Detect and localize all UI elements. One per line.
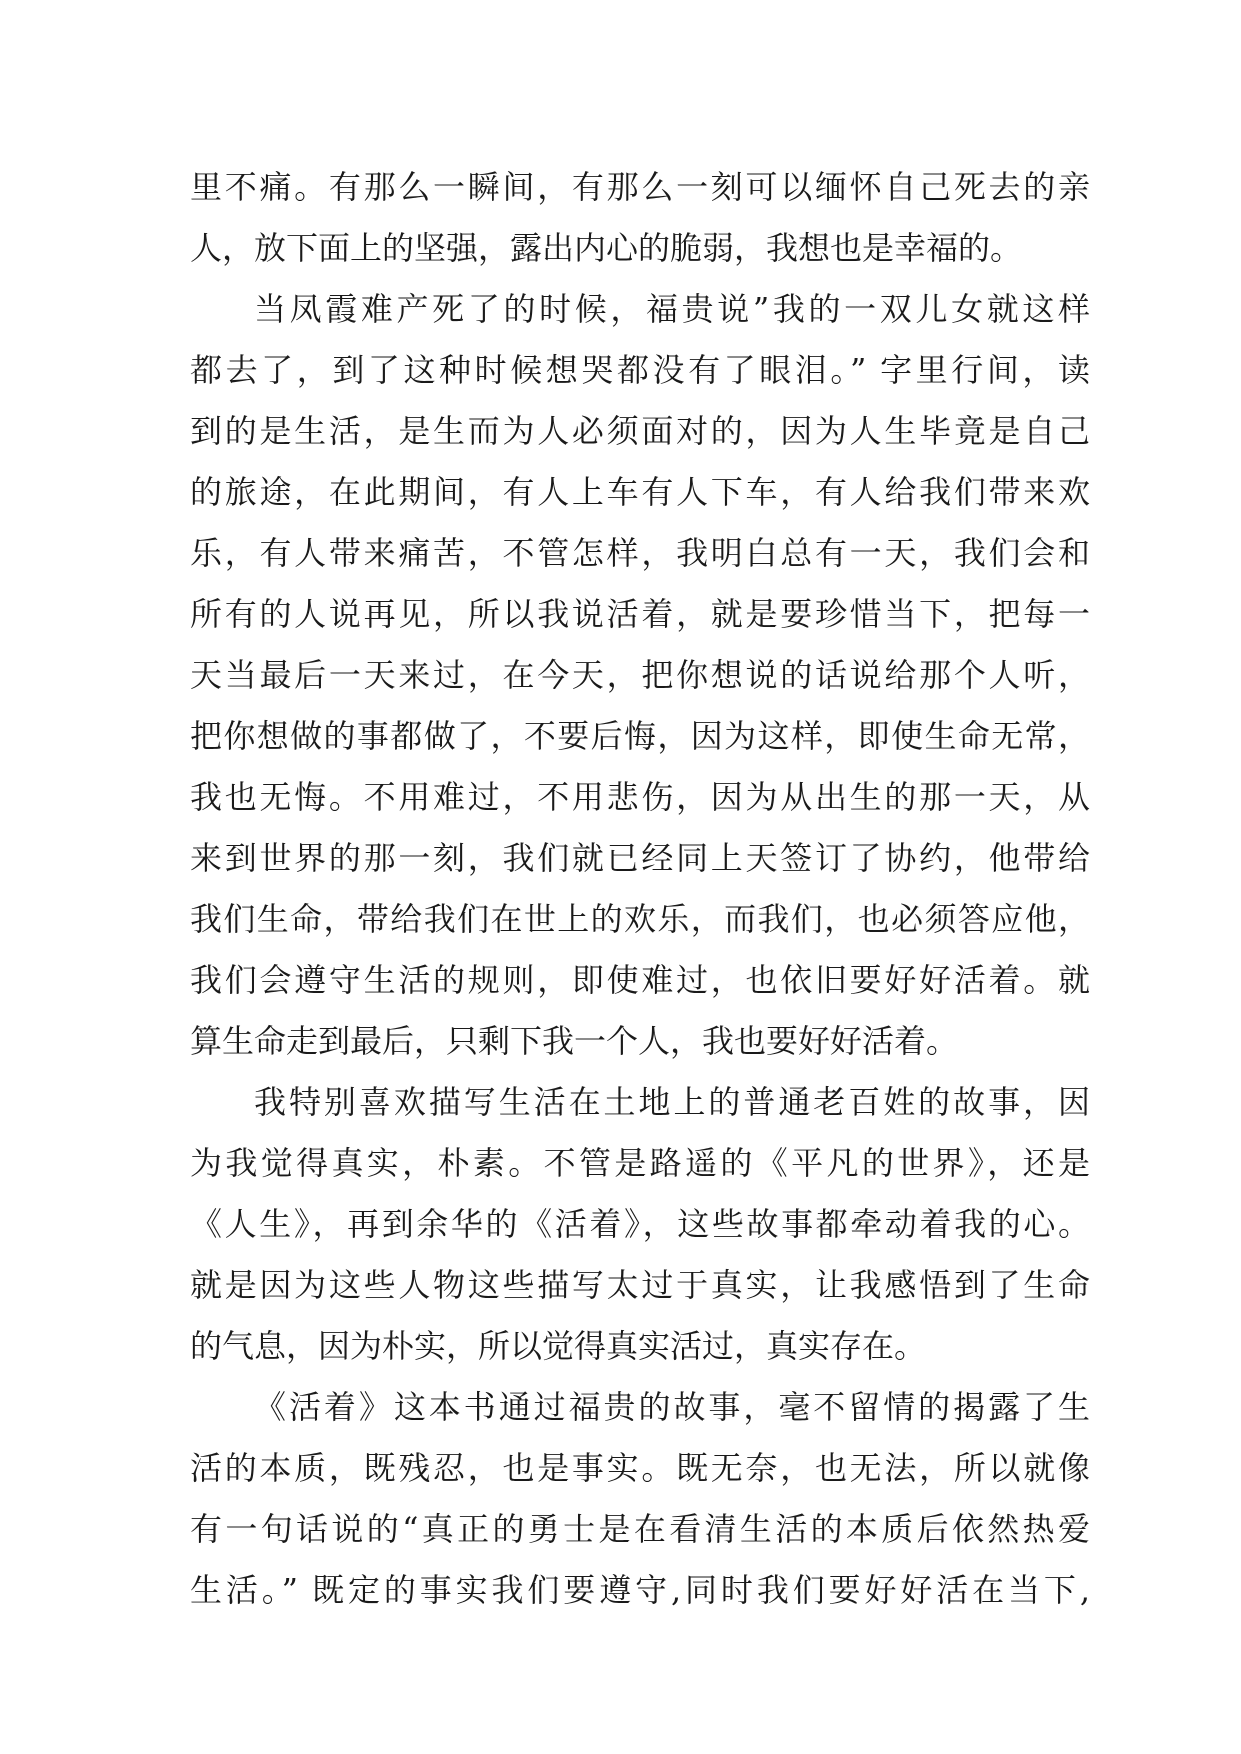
text-line: 有一句话说的“真正的勇士是在看清生活的本质后依然热爱 [190,1510,1090,1548]
text-line: 里不痛。有那么一瞬间，有那么一刻可以缅怀自己死去的亲 [190,168,1090,206]
paragraph-first-line: 我特别喜欢描写生活在土地上的普通老百姓的故事，因 [254,1083,1090,1121]
text-line: 所有的人说再见，所以我说活着，就是要珍惜当下，把每一 [190,595,1090,633]
text-line: 我们生命，带给我们在世上的欢乐，而我们，也必须答应他， [190,900,1090,938]
text-line: 来到世界的那一刻，我们就已经同上天签订了协约，他带给 [190,839,1090,877]
text-line: 生活。” 既定的事实我们要遵守,同时我们要好好活在当下, [190,1571,1090,1609]
text-line: 就是因为这些人物这些描写太过于真实，让我感悟到了生命 [190,1266,1090,1304]
text-line: 的气息，因为朴实，所以觉得真实活过，真实存在。 [190,1327,927,1365]
text-line: 《人生》，再到余华的《活着》，这些故事都牵动着我的心。 [190,1205,1090,1243]
text-line: 乐，有人带来痛苦，不管怎样，我明白总有一天，我们会和 [190,534,1090,572]
text-line: 把你想做的事都做了，不要后悔，因为这样，即使生命无常， [190,717,1090,755]
text-line: 都去了，到了这种时候想哭都没有了眼泪。” 字里行间，读 [190,351,1090,389]
text-line: 为我觉得真实，朴素。不管是路遥的《平凡的世界》，还是 [190,1144,1090,1182]
text-line: 算生命走到最后，只剩下我一个人，我也要好好活着。 [190,1022,959,1060]
text-line: 到的是生活，是生而为人必须面对的，因为人生毕竟是自己 [190,412,1090,450]
text-line: 我们会遵守生活的规则，即使难过，也依旧要好好活着。就 [190,961,1090,999]
paragraph-first-line: 当凤霞难产死了的时候，福贵说”我的一双儿女就这样 [254,290,1090,328]
text-line: 我也无悔。不用难过，不用悲伤，因为从出生的那一天，从 [190,778,1090,816]
paragraph-first-line: 《活着》这本书通过福贵的故事，毫不留情的揭露了生 [254,1388,1090,1426]
text-line: 天当最后一天来过，在今天，把你想说的话说给那个人听， [190,656,1090,694]
text-line: 的旅途，在此期间，有人上车有人下车，有人给我们带来欢 [190,473,1090,511]
text-line: 人，放下面上的坚强，露出内心的脆弱，我想也是幸福的。 [190,229,1023,267]
body-text [190,157,1090,1621]
text-line: 活的本质，既残忍，也是事实。既无奈，也无法，所以就像 [190,1449,1090,1487]
